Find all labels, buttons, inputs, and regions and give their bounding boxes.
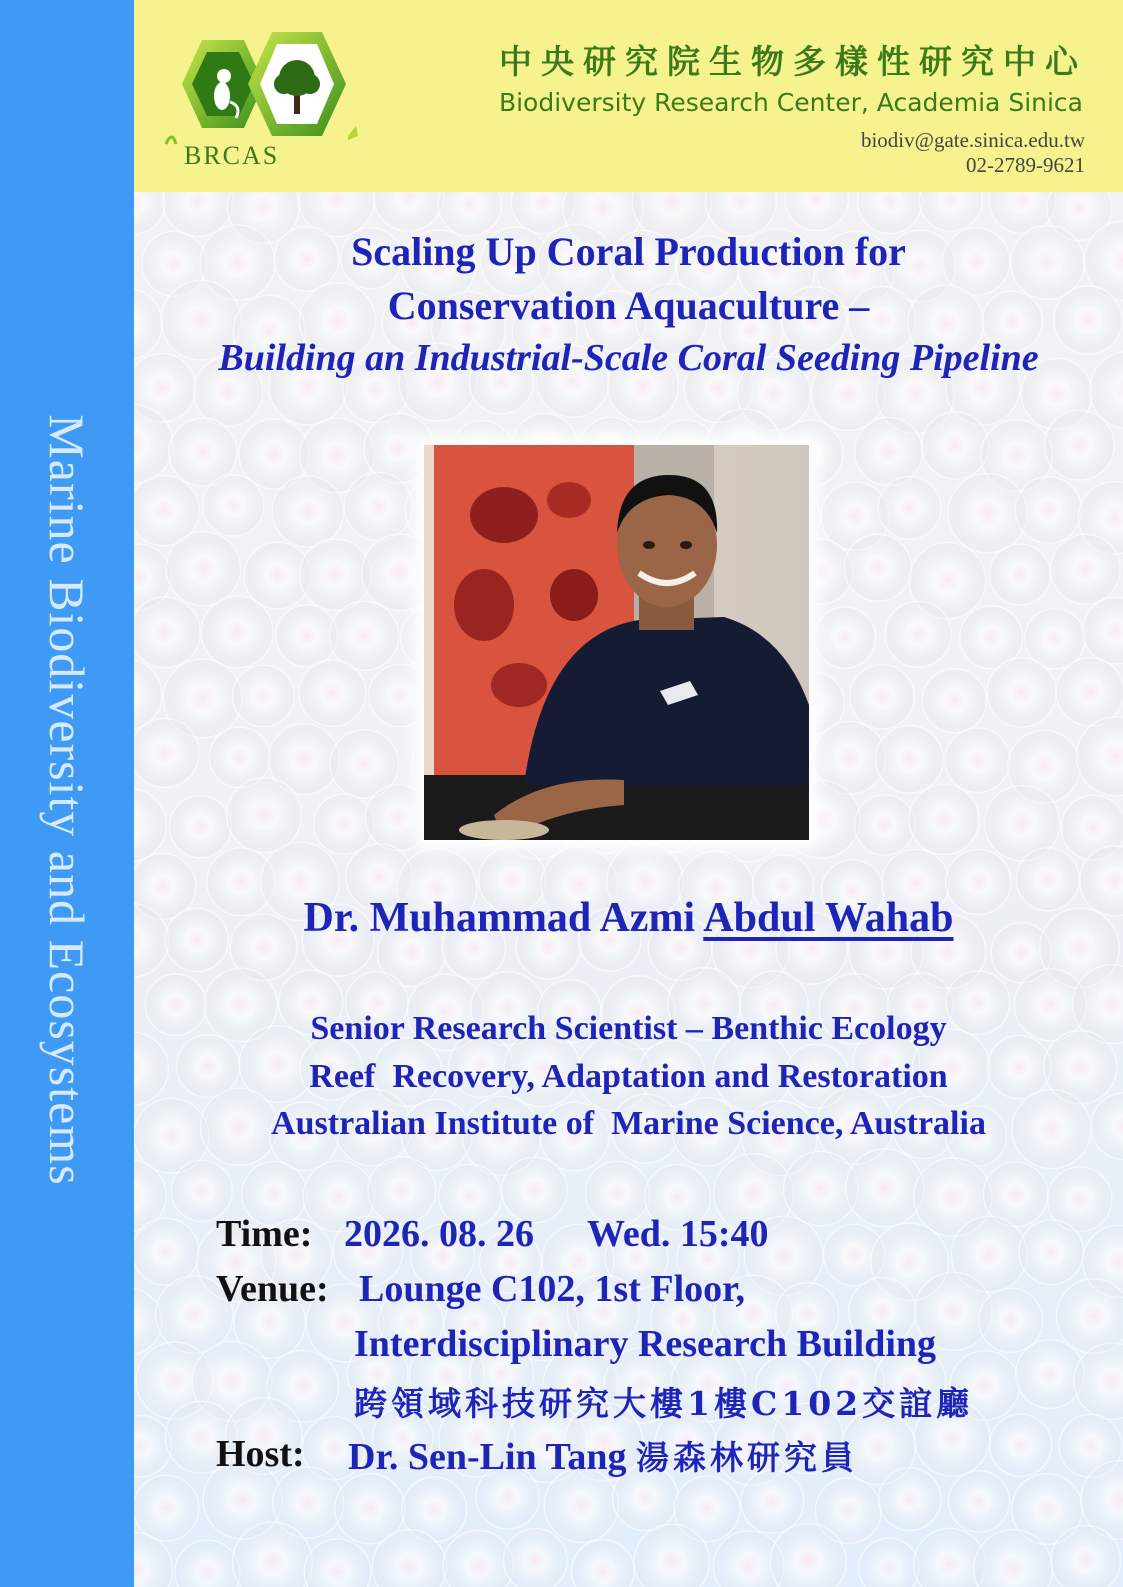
venue-line-2: Interdisciplinary Research Building (354, 1323, 937, 1365)
time-day: Wed. 15:40 (587, 1213, 769, 1255)
talk-title-line-2: Conservation Aquaculture – (387, 283, 870, 328)
talk-subtitle: Building an Industrial-Scale Coral Seeding Pipeline (218, 337, 1039, 379)
svg-text:BRCAS: BRCAS (184, 141, 280, 170)
speaker-position: Senior Research Scientist – Benthic Ecology (310, 1010, 947, 1047)
header-banner (134, 0, 1123, 192)
contact-info (861, 128, 1085, 178)
talk-title-line-1: Scaling Up Coral Production for (351, 229, 906, 274)
speaker-institute: Australian Institute of Marine Science, Australia (271, 1105, 986, 1142)
speaker-name-prefix: Dr. Muhammad Azmi (303, 895, 696, 941)
time-date: 2026. 08. 26 (344, 1213, 534, 1255)
main-content (134, 192, 1123, 1587)
center-name-chinese: 中央研究院生物多樣性研究中心 (499, 42, 1087, 81)
host-label: Host: (216, 1433, 305, 1475)
speaker-department: Reef Recovery, Adaptation and Restoration (309, 1058, 948, 1095)
contact-email[interactable]: biodiv@gate.sinica.edu.tw (860, 128, 1085, 152)
venue-label: Venue: (216, 1268, 329, 1310)
butterfly-icon (348, 126, 358, 140)
sidebar-band (0, 0, 134, 1587)
venue-line-1: Lounge C102, 1st Floor, (359, 1268, 746, 1310)
speaker-name (134, 894, 1123, 942)
speaker-surname: Abdul Wahab (703, 895, 954, 941)
time-label: Time: (216, 1213, 313, 1255)
contact-phone: 02-2789-9621 (966, 153, 1085, 177)
sidebar-title: Marine Biodiversity and Ecosystems (39, 414, 95, 1186)
speaker-photo (424, 445, 809, 840)
bird-icon (166, 137, 176, 144)
host-name-chinese: 湯森林研究員 (635, 1438, 858, 1477)
host-name-english: Dr. Sen-Lin Tang (348, 1436, 627, 1478)
center-name-english: Biodiversity Research Center, Academia Sinica (498, 88, 1083, 117)
brcas-logo (152, 26, 372, 176)
venue-line-3-chinese: 跨領域科技研究大樓1樓C102交誼廳 (354, 1384, 974, 1423)
host-name (348, 1432, 858, 1479)
